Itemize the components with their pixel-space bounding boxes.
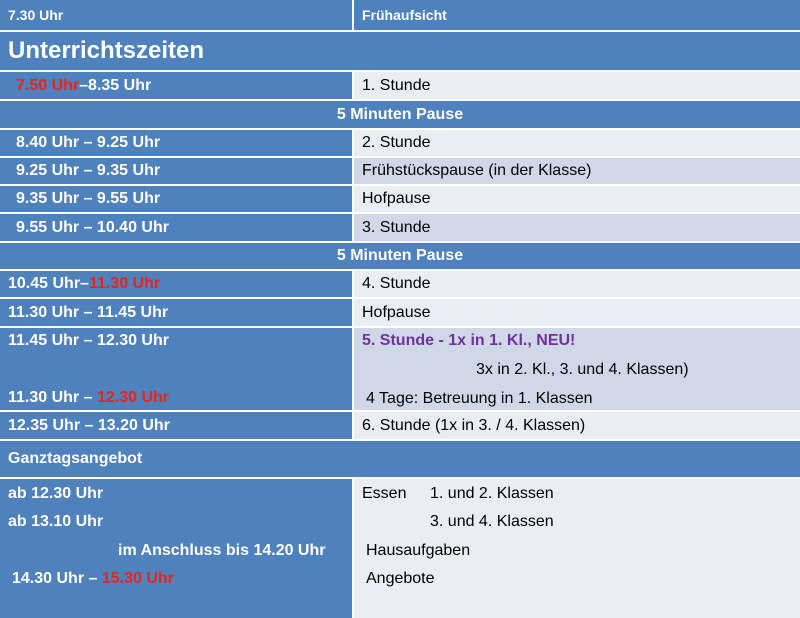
time-to: 12.30 Uhr	[96, 389, 169, 406]
time-cell: 11.30 Uhr – 11.45 Uhr	[0, 299, 352, 326]
time-cell: 8.40 Uhr – 9.25 Uhr	[0, 130, 352, 156]
label-cell: 2. Stunde	[354, 130, 800, 156]
pause-label: 5 Minuten Pause	[0, 101, 800, 128]
table-row	[0, 299, 800, 326]
time-from: 7.50 Uhr	[16, 76, 80, 94]
ganztag-block	[0, 479, 800, 618]
ganztag-title-row	[0, 441, 800, 477]
time-cell	[0, 328, 352, 410]
time-line	[8, 389, 169, 407]
table-row	[0, 214, 800, 241]
dash: –	[79, 389, 97, 406]
time-line: im Anschluss bis 14.20 Uhr	[118, 542, 326, 559]
ganztag-labels	[354, 479, 800, 618]
table-row	[0, 186, 800, 212]
label-cell	[354, 328, 800, 410]
time-line: ab 13.10 Uhr	[8, 513, 104, 530]
hausaufgaben-label: Hausaufgaben	[366, 542, 471, 559]
essen-label: Essen	[362, 485, 407, 502]
ganztag-times	[0, 479, 352, 618]
new-lesson-note: 5. Stunde - 1x in 1. Kl., NEU!	[362, 332, 576, 349]
time-to: 8.35 Uhr	[88, 76, 152, 94]
time-line: ab 12.30 Uhr	[8, 485, 104, 502]
time-line	[12, 570, 174, 588]
pause-label: 5 Minuten Pause	[0, 243, 800, 269]
pause-row	[0, 243, 800, 269]
table-row	[0, 72, 800, 99]
time-cell: 12.35 Uhr – 13.20 Uhr	[0, 412, 352, 439]
table-row	[0, 130, 800, 156]
label-cell: Hofpause	[354, 299, 800, 326]
label-cell: 1. Stunde	[354, 72, 800, 99]
time-cell: 9.55 Uhr – 10.40 Uhr	[0, 214, 352, 241]
table-row	[0, 412, 800, 439]
header-time: 7.30 Uhr	[0, 0, 352, 30]
time-from: 14.30 Uhr	[12, 570, 85, 587]
time-cell	[0, 271, 352, 297]
section-row	[0, 32, 800, 70]
angebote-label: Angebote	[366, 570, 435, 587]
pause-row	[0, 101, 800, 128]
essen-classes-b: 3. und 4. Klassen	[430, 513, 554, 530]
time-to: 11.30 Uhr	[88, 275, 161, 292]
label-cell: Hofpause	[354, 186, 800, 212]
table-row	[0, 271, 800, 297]
care-note: 4 Tage: Betreuung in 1. Klassen	[366, 390, 593, 407]
label-cell: Frühstückspause (in der Klasse)	[354, 158, 800, 184]
time-to: 15.30 Uhr	[101, 570, 174, 587]
header-label: Frühaufsicht	[354, 0, 800, 30]
dash: –	[84, 570, 102, 587]
ganztag-title: Ganztagsangebot	[0, 441, 800, 477]
time-cell: 9.25 Uhr – 9.35 Uhr	[0, 158, 352, 184]
label-cell: 6. Stunde (1x in 3. / 4. Klassen)	[354, 412, 800, 439]
label-cell: 3. Stunde	[354, 214, 800, 241]
essen-classes-a: 1. und 2. Klassen	[430, 485, 554, 502]
dash: –	[80, 275, 89, 292]
table-row	[0, 158, 800, 184]
dash: –	[79, 76, 89, 94]
lesson-note: 3x in 2. Kl., 3. und 4. Klassen)	[476, 361, 689, 378]
label-cell: 4. Stunde	[354, 271, 800, 297]
time-cell: 9.35 Uhr – 9.55 Uhr	[0, 186, 352, 212]
header-row	[0, 0, 800, 30]
time-from: 11.30 Uhr	[8, 389, 80, 406]
section-title: Unterrichtszeiten	[0, 32, 800, 70]
time-cell	[0, 72, 352, 99]
fifth-lesson-block	[0, 328, 800, 410]
time-from: 10.45 Uhr	[8, 275, 81, 292]
time-line: 11.45 Uhr – 12.30 Uhr	[8, 332, 169, 349]
